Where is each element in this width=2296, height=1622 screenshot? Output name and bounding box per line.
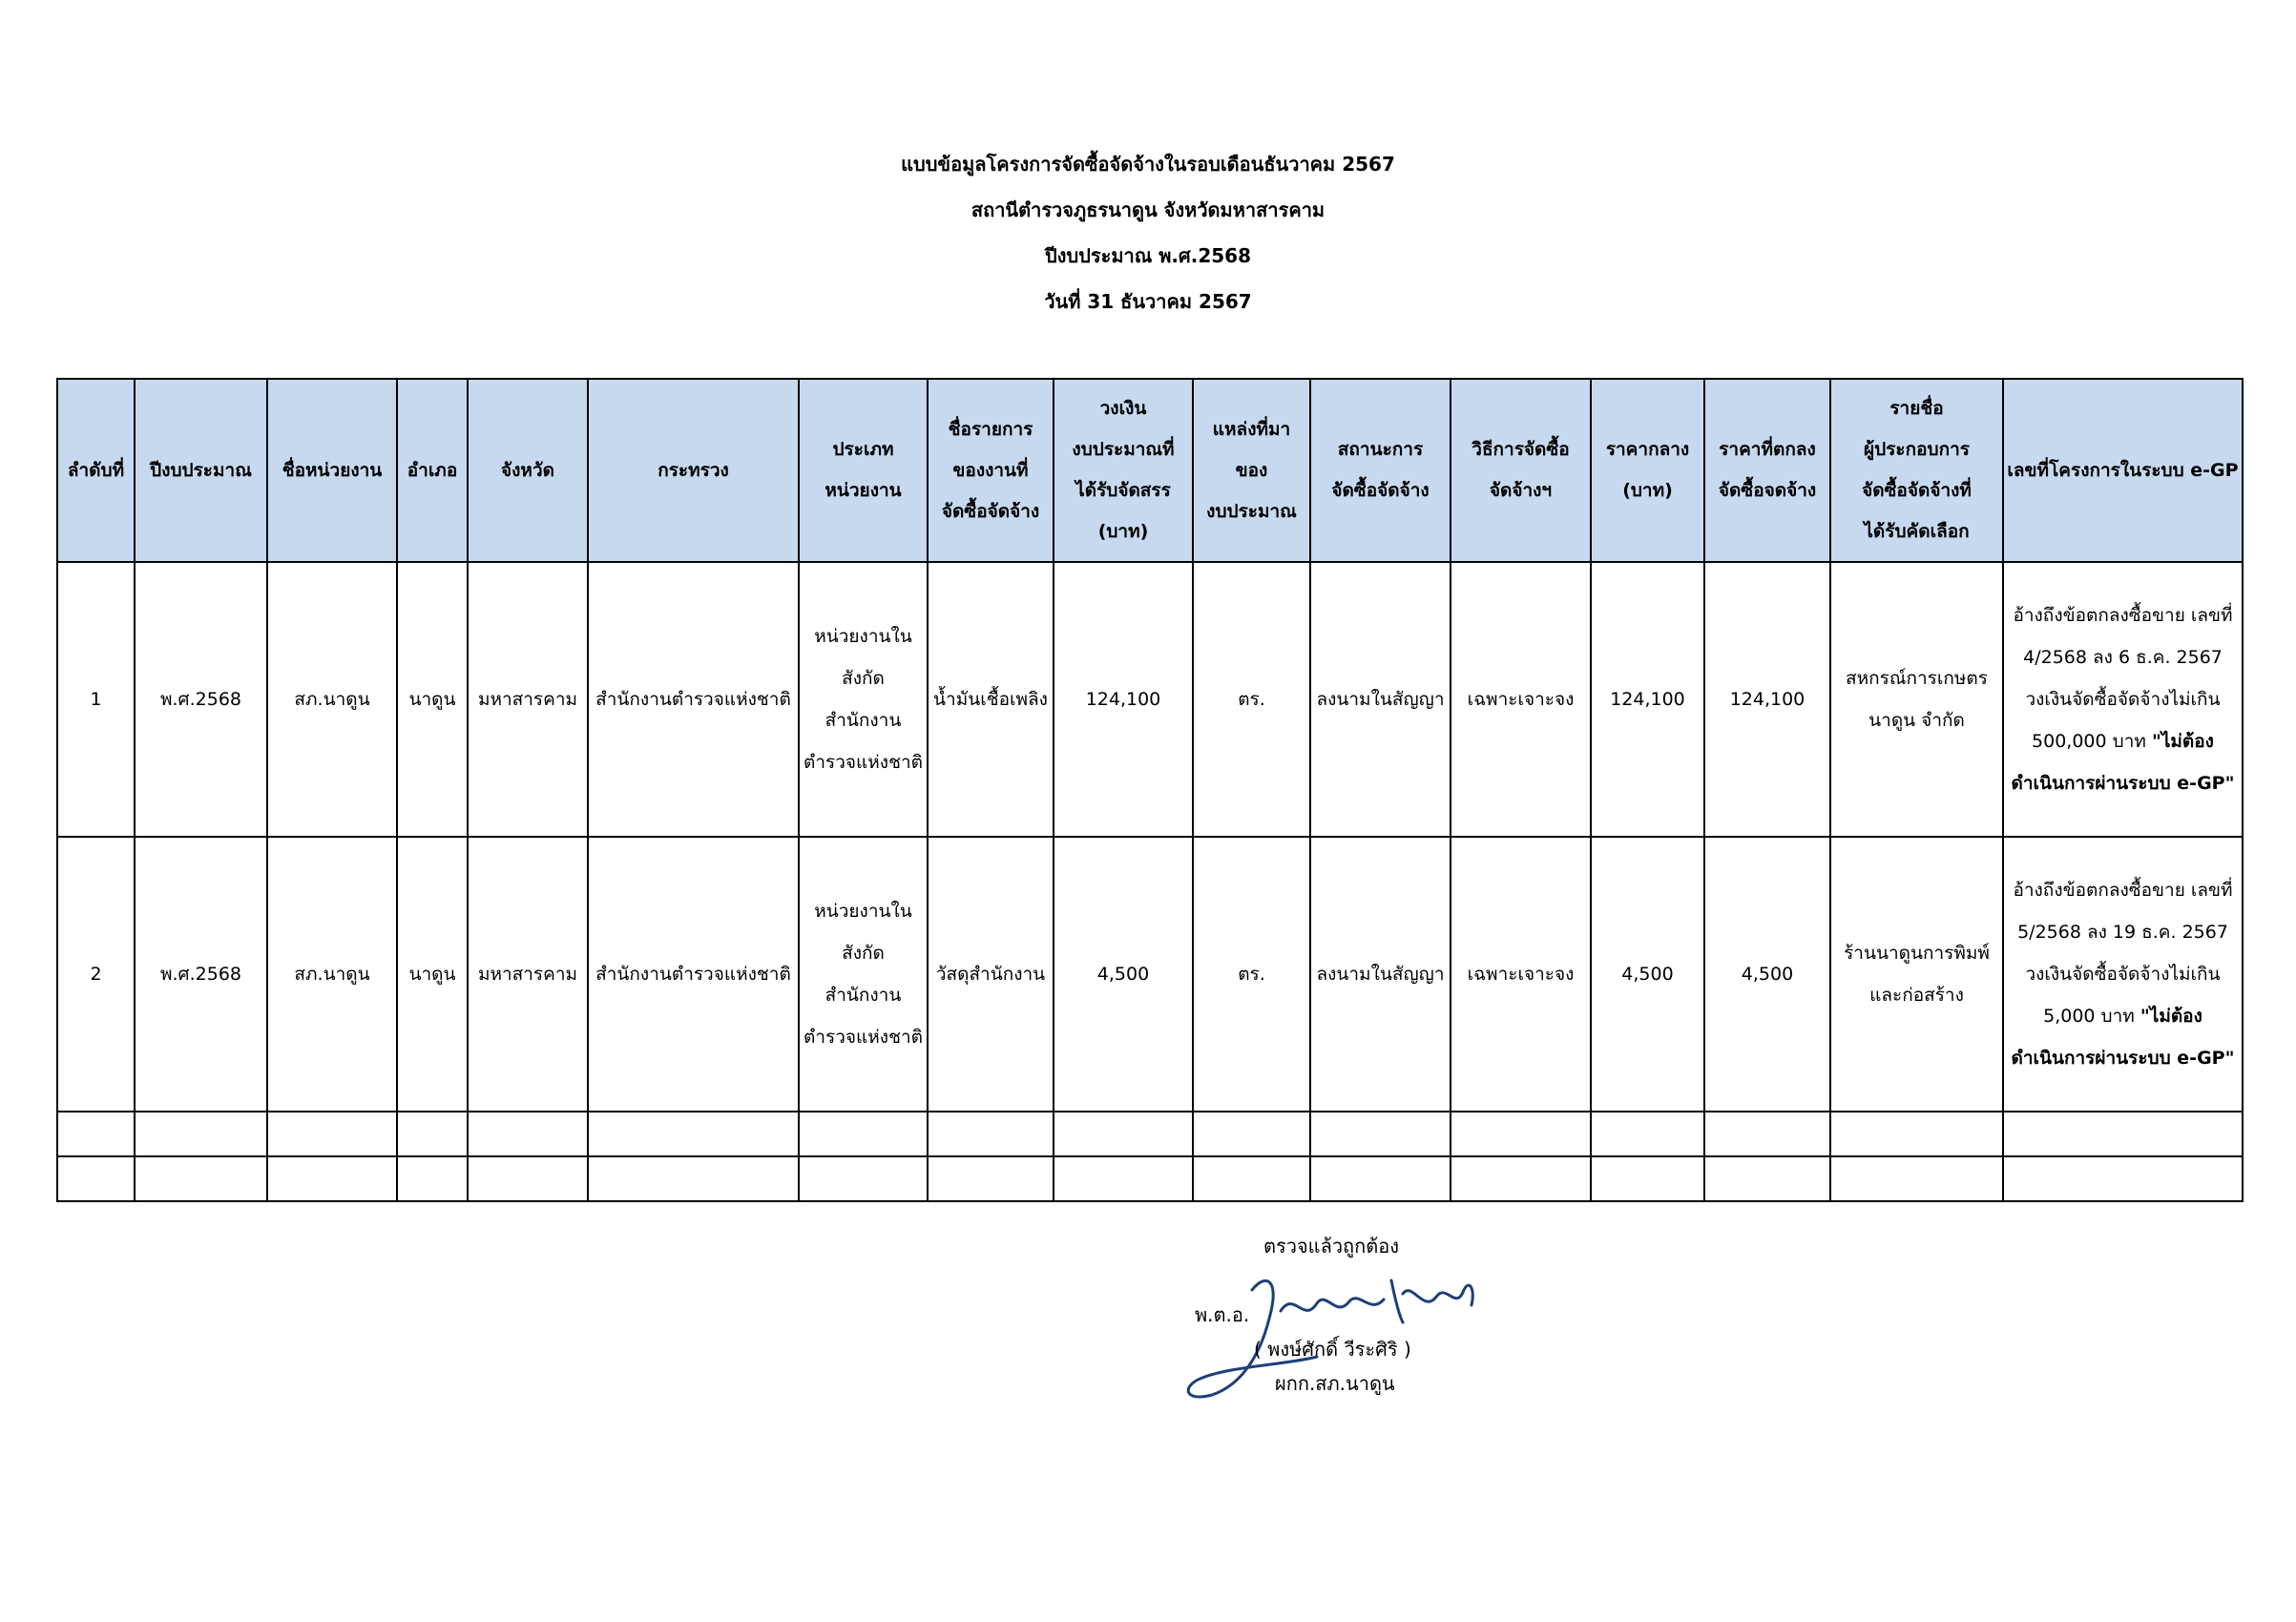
empty-row — [57, 1112, 2243, 1156]
header-province: จังหวัด — [468, 379, 588, 562]
cell-ministry: สำนักงานตำรวจแห่งชาติ — [588, 837, 799, 1112]
header-budget: วงเงิน งบประมาณที่ ได้รับจัดสรร (บาท) — [1054, 379, 1193, 562]
empty-row — [57, 1156, 2243, 1201]
table-row — [57, 562, 2243, 837]
signer-name: ( พงษ์ศักดิ์ วีระศิริ ) — [1254, 1338, 1411, 1361]
cell-egp: อ้างถึงข้อตกลงซื้อขาย เลขที่ 4/2568 ลง 6 ธ.ค. 2567 วงเงินจัดซื้อจัดจ้างไม่เกิน 500,000 บาท "ไม่ต้อง ดำเนินการผ่านระบบ e-GP" — [2003, 562, 2243, 837]
cell-district: นาดูน — [397, 562, 468, 837]
header-method: วิธีการจัดซื้อ จัดจ้างฯ — [1451, 379, 1591, 562]
cell-district: นาดูน — [397, 837, 468, 1112]
cell-no: 2 — [57, 837, 135, 1112]
title-line-2: สถานีตำรวจภูธรนาดูน จังหวัดมหาสารคาม — [971, 198, 1325, 221]
header-agreed-price: ราคาที่ตกลง จัดซื้อจดจ้าง — [1704, 379, 1830, 562]
title-line-1: แบบข้อมูลโครงการจัดซื้อจัดจ้างในรอบเดือนธันวาคม 2567 — [901, 153, 1395, 176]
title-line-4: วันที่ 31 ธันวาคม 2567 — [1044, 290, 1252, 313]
cell-agency-type: หน่วยงานใน สังกัด สำนักงาน ตำรวจแห่งชาติ — [799, 837, 928, 1112]
cell-province: มหาสารคาม — [468, 837, 588, 1112]
verified-label: ตรวจแล้วถูกต้อง — [1263, 1235, 1400, 1258]
cell-median-price: 4,500 — [1591, 837, 1704, 1112]
signer-position: ผกก.สภ.นาดูน — [1275, 1372, 1395, 1395]
cell-median-price: 124,100 — [1591, 562, 1704, 837]
cell-budget: 4,500 — [1054, 837, 1193, 1112]
header-median-price: ราคากลาง (บาท) — [1591, 379, 1704, 562]
document-header — [0, 141, 2296, 324]
header-egp: เลขที่โครงการในระบบ e-GP — [2003, 379, 2243, 562]
header-fiscal-year: ปีงบประมาณ — [135, 379, 267, 562]
header-ministry: กระทรวง — [588, 379, 799, 562]
cell-province: มหาสารคาม — [468, 562, 588, 837]
cell-agreed-price: 124,100 — [1704, 562, 1830, 837]
table-header-row — [57, 379, 2243, 562]
cell-fiscal-year: พ.ศ.2568 — [135, 837, 267, 1112]
cell-item: น้ำมันเชื้อเพลิง — [928, 562, 1054, 837]
cell-agency: สภ.นาดูน — [267, 837, 397, 1112]
cell-agreed-price: 4,500 — [1704, 837, 1830, 1112]
cell-method: เฉพาะเจาะจง — [1451, 562, 1591, 837]
cell-vendor: ร้านนาดูนการพิมพ์ และก่อสร้าง — [1830, 837, 2003, 1112]
header-status: สถานะการ จัดซื้อจัดจ้าง — [1310, 379, 1451, 562]
title-line-3: ปีงบประมาณ พ.ศ.2568 — [1044, 244, 1251, 267]
cell-item: วัสดุสำนักงาน — [928, 837, 1054, 1112]
cell-source: ตร. — [1193, 837, 1310, 1112]
cell-egp: อ้างถึงข้อตกลงซื้อขาย เลขที่ 5/2568 ลง 19 ธ.ค. 2567 วงเงินจัดซื้อจัดจ้างไม่เกิน 5,000 บาท "ไม่ต้อง ดำเนินการผ่านระบบ e-GP" — [2003, 837, 2243, 1112]
cell-method: เฉพาะเจาะจง — [1451, 837, 1591, 1112]
header-agency: ชื่อหน่วยงาน — [267, 379, 397, 562]
cell-vendor: สหกรณ์การเกษตร นาดูน จำกัด — [1830, 562, 2003, 837]
cell-no: 1 — [57, 562, 135, 837]
signer-rank: พ.ต.อ. — [1195, 1303, 1250, 1326]
header-no: ลำดับที่ — [57, 379, 135, 562]
cell-source: ตร. — [1193, 562, 1310, 837]
header-source: แหล่งที่มา ของ งบประมาณ — [1193, 379, 1310, 562]
cell-ministry: สำนักงานตำรวจแห่งชาติ — [588, 562, 799, 837]
header-agency-type: ประเภท หน่วยงาน — [799, 379, 928, 562]
cell-status: ลงนามในสัญญา — [1310, 837, 1451, 1112]
cell-agency-type: หน่วยงานใน สังกัด สำนักงาน ตำรวจแห่งชาติ — [799, 562, 928, 837]
table-row — [57, 837, 2243, 1112]
cell-fiscal-year: พ.ศ.2568 — [135, 562, 267, 837]
cell-budget: 124,100 — [1054, 562, 1193, 837]
header-district: อำเภอ — [397, 379, 468, 562]
header-item: ชื่อรายการ ของงานที่ จัดซื้อจัดจ้าง — [928, 379, 1054, 562]
header-vendor: รายชื่อ ผู้ประกอบการ จัดซื้อจัดจ้างที่ ได้รับคัดเลือก — [1830, 379, 2003, 562]
cell-agency: สภ.นาดูน — [267, 562, 397, 837]
cell-status: ลงนามในสัญญา — [1310, 562, 1451, 837]
procurement-table — [56, 378, 2244, 1202]
